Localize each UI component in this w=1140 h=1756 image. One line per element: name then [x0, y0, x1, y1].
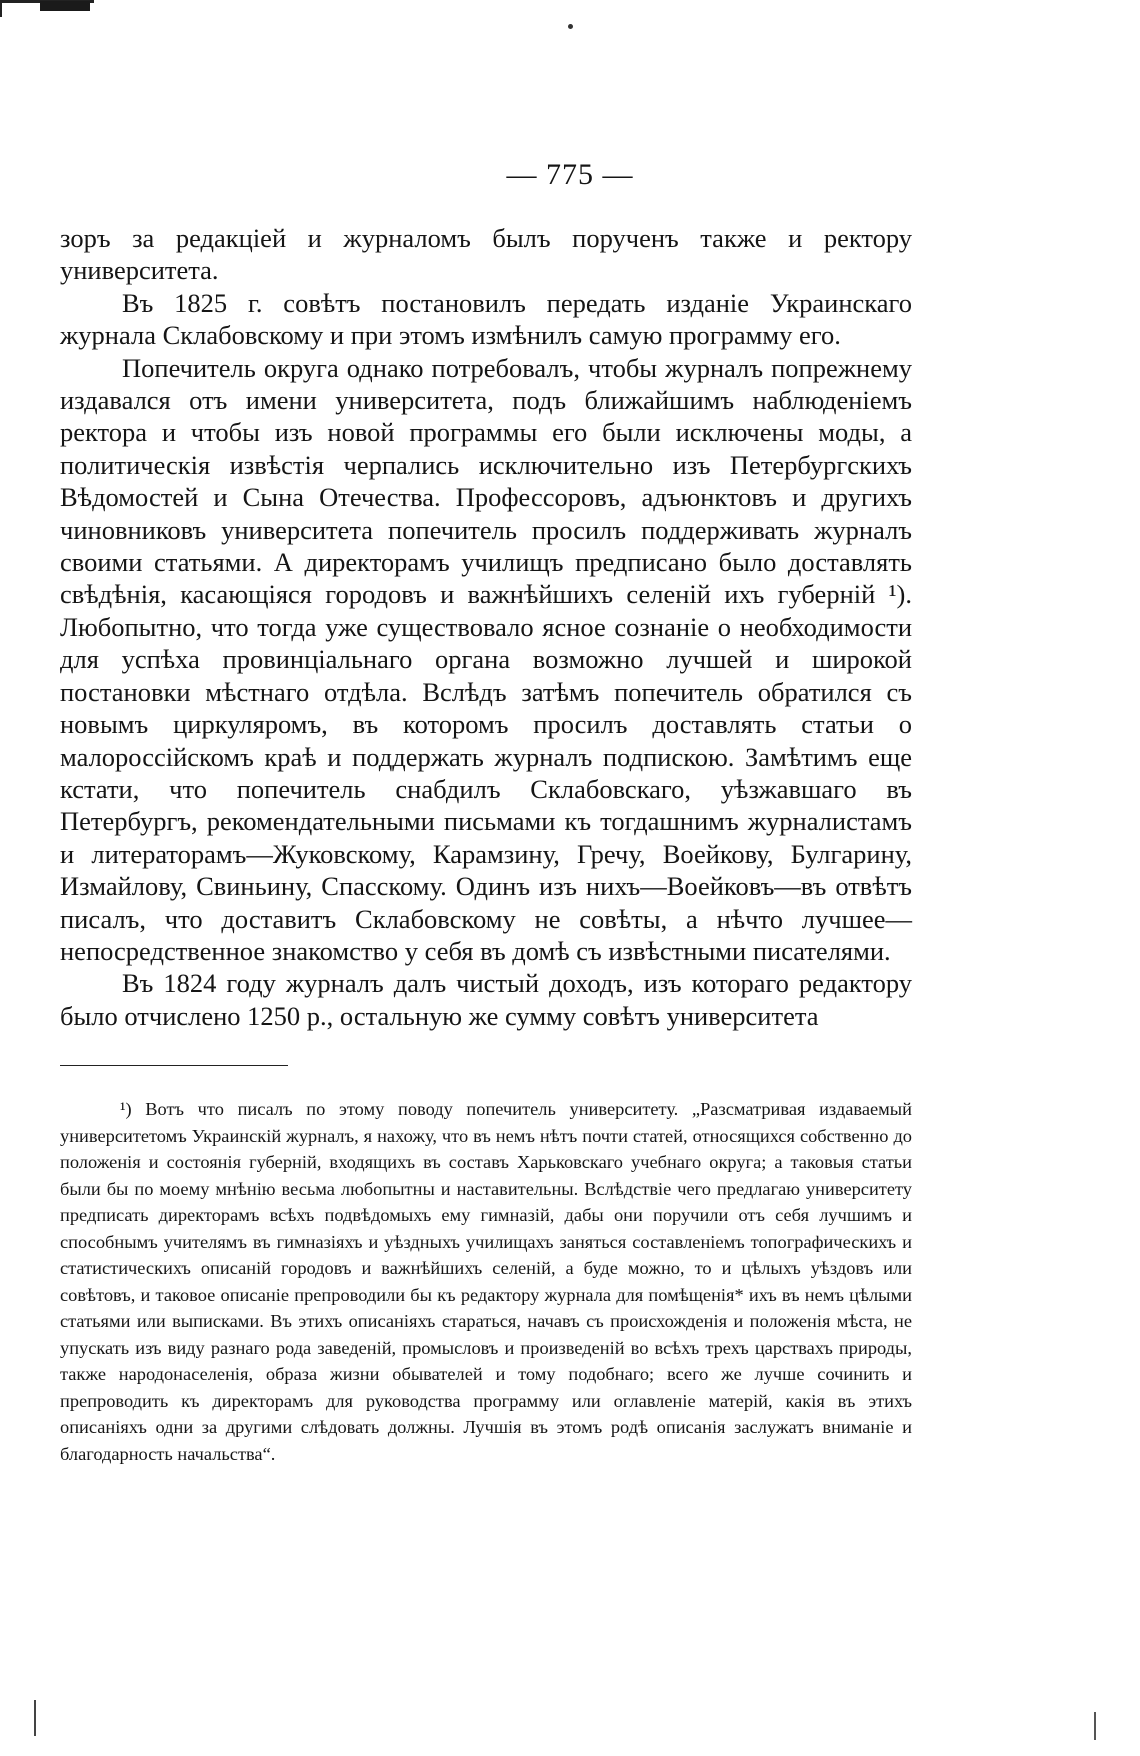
scan-edge-mark [34, 1700, 36, 1736]
page-number: — 775 — [506, 158, 634, 191]
main-text [60, 222, 912, 1032]
paragraph: Въ 1825 г. совѣтъ постановилъ передать изданіе Украинскаго журнала Склабовскому и при этомъ измѣнилъ самую программу его. [60, 287, 912, 351]
footnote: ¹) Вотъ что писалъ по этому поводу попечитель университету. „Разсматривая издаваемый университетомъ Украинскій журналъ, я нахожу, что въ немъ нѣтъ почти статей, относящихся собственно до положенія и состоянія губерній, входящихъ въ составъ Харьковскаго учебнаго округа; а таковыя статьи были бы по моему мнѣнію весьма любопытны и наставительны. Вслѣдствіе чего предлагаю университету предписать директорамъ всѣхъ подвѣдомыхъ ему гимназій, дабы они поручили отъ себя лучшимъ и способнымъ учителямъ въ гимназіяхъ и уѣздныхъ училищахъ заняться составленіемъ топографическихъ и статистическихъ описаній городовъ и важнѣйшихъ селеній, а буде можно, то и цѣлыхъ уѣздовъ или совѣтовъ, и таковое описаніе препроводили бы къ редактору журнала для помѣщенія* ихъ въ немъ цѣлыми статьями или выписками. Въ этихъ описаніяхъ стараться, начавъ съ происхожденія и положенія мѣста, не упускать изъ виду разнаго рода заведеній, промысловъ и произведеній во всѣхъ трехъ царствахъ природы, также народонаселенія, образа жизни обывателей и тому подобнаго; всего же лучше сочинить и препроводить къ директорамъ для руководства программу или оглавленіе матерій, какія въ этихъ описаніяхъ одни за другими слѣдовать должны. Лучшія въ этомъ родѣ описанія заслужатъ вниманіе и благодарность начальства“. [60, 1099, 912, 1464]
scan-corner-mark [0, 0, 94, 17]
paragraph-continuation: зоръ за редакціей и журналомъ былъ порученъ также и ректору университета. [60, 223, 912, 286]
paragraph: Попечитель округа однако потребовалъ, чтобы журналъ попрежнему издавался отъ имени университета, подъ ближайшимъ наблюденіемъ ректора и чтобы изъ новой программы его были исключены моды, а политическія извѣстія черпались исключительно изъ Петербургскихъ Вѣдомостей и Сына Отечества. Профессоровъ, адъюнктовъ и другихъ чиновниковъ университета попечитель просилъ поддерживать журналъ своими статьями. А директорамъ училищъ предписано было доставлять свѣдѣнія, касающіяся городовъ и важнѣйшихъ селеній ихъ губерній ¹). Любопытно, что тогда уже существовало ясное сознаніе о необходимости для успѣха провинціальнаго органа возможно лучшей и широкой постановки мѣстнаго отдѣла. Вслѣдъ затѣмъ попечитель обратился съ новымъ циркуляромъ, въ которомъ просилъ доставлять статьи о малороссійскомъ краѣ и поддержать журналъ подпискою. Замѣтимъ еще кстати, что попечитель снабдилъ Склабовскаго, уѣзжавшаго въ Петербургъ, рекомендательными письмами къ тогдашнимъ журналистамъ и литераторамъ—Жуковскому, Карамзину, Гречу, Воейкову, Булгарину, Измайлову, Свиньину, Спасскому. Одинъ изъ нихъ—Воейковъ—въ отвѣтъ писалъ, что доставитъ Склабовскому не совѣты, а нѣчто лучшее—непосредственное знакомство у себя въ домѣ съ извѣстными писателями. [60, 352, 912, 966]
scan-edge-mark [1094, 1712, 1096, 1740]
scan-speck [568, 24, 573, 29]
paragraph: Въ 1824 году журналъ далъ чистый доходъ, изъ котораго редактору было отчислено 1250 р., остальную же сумму совѣтъ университета [60, 968, 912, 1031]
footnote-separator [60, 1065, 288, 1066]
